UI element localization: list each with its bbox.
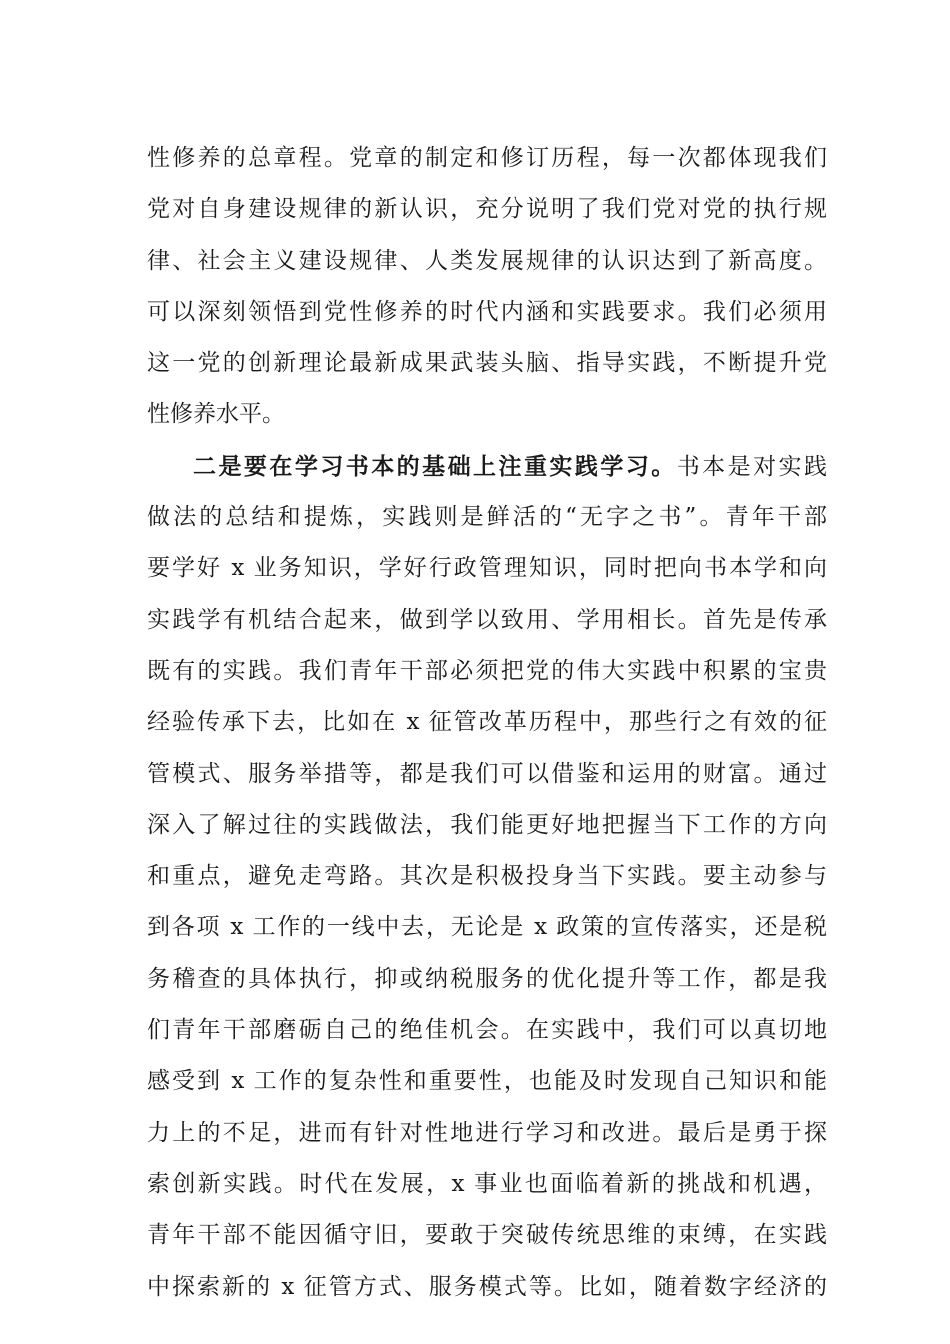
text-line: 务稽查的具体执行，抑或纳税服务的优化提升等工作，都是我 <box>147 965 827 992</box>
paragraph-2 <box>147 441 827 1313</box>
text-line: 实践学有机结合起来，做到学以致用、学用相长。首先是传承 <box>147 606 827 633</box>
text-line: 可以深刻领悟到党性修养的时代内涵和实践要求。我们必须用 <box>147 298 827 325</box>
text-line: 既有的实践。我们青年干部必须把党的伟大实践中积累的宝贵 <box>147 657 827 684</box>
text-line: 索创新实践。时代在发展，x 事业也面临着新的挑战和机遇， <box>147 1170 827 1197</box>
document-body <box>147 133 827 1313</box>
paragraph-heading: 二是要在学习书本的基础上注重实践学习。 <box>193 452 677 480</box>
text-line: 和重点，避免走弯路。其次是积极投身当下实践。要主动参与 <box>147 863 827 890</box>
text-line: 管模式、服务举措等，都是我们可以借鉴和运用的财富。通过 <box>147 760 827 787</box>
text-line: 青年干部不能因循守旧，要敢于突破传统思维的束缚，在实践 <box>147 1222 827 1249</box>
text-line: 律、社会主义建设规律、人类发展规律的认识达到了新高度。 <box>147 247 827 274</box>
text-line: 做法的总结和提炼，实践则是鲜活的“无字之书”。青年干部 <box>147 504 827 531</box>
text-line: 性修养水平。 <box>147 401 285 428</box>
text-line: 们青年干部磨砺自己的绝佳机会。在实践中，我们可以真切地 <box>147 1017 827 1044</box>
text-line: 中探索新的 x 征管方式、服务模式等。比如，随着数字经济的 <box>147 1273 827 1300</box>
text-line: 力上的不足，进而有针对性地进行学习和改进。最后是勇于探 <box>147 1119 827 1146</box>
text-line: 这一党的创新理论最新成果武装头脑、指导实践，不断提升党 <box>147 350 827 377</box>
text-line-first <box>147 441 827 492</box>
first-line-text: 书本是对实践 <box>676 453 828 480</box>
text-line: 经验传承下去，比如在 x 征管改革历程中，那些行之有效的征 <box>147 709 827 736</box>
text-line: 感受到 x 工作的复杂性和重要性，也能及时发现自己知识和能 <box>147 1068 827 1095</box>
text-line: 要学好 x 业务知识，学好行政管理知识，同时把向书本学和向 <box>147 555 827 582</box>
paragraph-1 <box>147 133 827 441</box>
text-line: 党对自身建设规律的新认识，充分说明了我们党对党的执行规 <box>147 196 827 223</box>
text-line: 到各项 x 工作的一线中去，无论是 x 政策的宣传落实，还是税 <box>147 914 827 941</box>
text-line: 性修养的总章程。党章的制定和修订历程，每一次都体现我们 <box>147 145 827 171</box>
text-line: 深入了解过往的实践做法，我们能更好地把握当下工作的方向 <box>147 811 827 838</box>
